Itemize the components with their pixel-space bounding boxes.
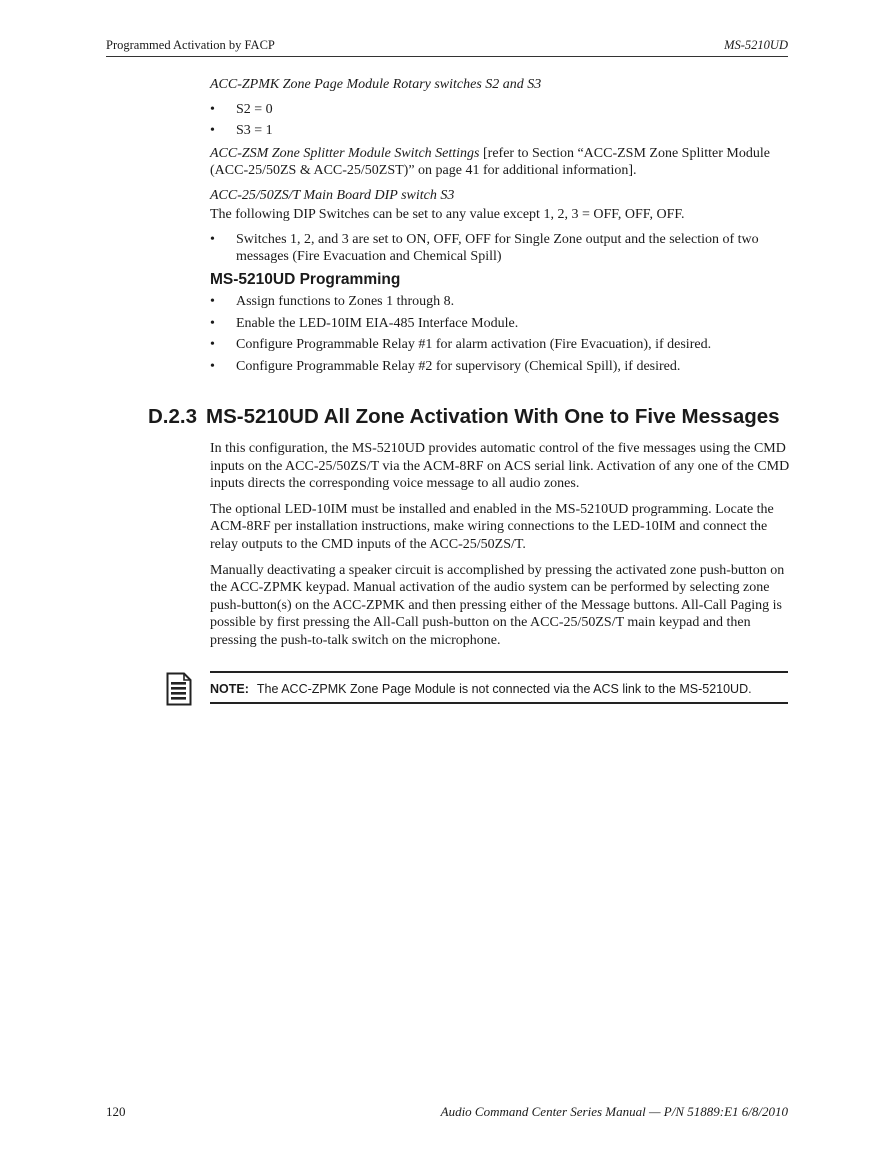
list-item: • S2 = 0	[210, 101, 273, 117]
section-body	[210, 440, 790, 658]
dip-bullets	[210, 231, 790, 266]
note-box	[210, 671, 788, 704]
zpmk-heading: ACC-ZPMK Zone Page Module Rotary switches S2 and S3	[210, 77, 542, 92]
note-text: The ACC-ZPMK Zone Page Module is not connected via the ACS link to the MS-5210UD.	[256, 682, 752, 696]
section-number: D.2.3	[148, 405, 197, 428]
page-number: 120	[106, 1104, 126, 1119]
header-right: MS-5210UD	[724, 38, 788, 52]
section-title	[148, 404, 848, 430]
section-title-text: MS-5210UD All Zone Activation With One to Five Messages	[206, 405, 780, 428]
zpmk-bullets	[210, 101, 790, 140]
footer-doc-info: Audio Command Center Series Manual — P/N 51889:E1 6/8/2010	[440, 1104, 788, 1119]
programming-bullets	[210, 293, 790, 375]
list-item: • Configure Programmable Relay #1 for alarm activation (Fire Evacuation), if desired.	[210, 337, 712, 352]
programming-heading: MS-5210UD Programming	[210, 270, 401, 288]
top-content	[210, 76, 790, 380]
paragraph: In this configuration, the MS-5210UD provides automatic control of the five messages using the CMD inputs on the ACC-25/50ZS/T via the ACM-8RF on ACS serial link. Activation of any one of the CMD inputs directs the corresponding voice message to all audio zones.	[210, 441, 790, 492]
header-left: Programmed Activation by FACP	[106, 38, 275, 52]
paragraph: Manually deactivating a speaker circuit is accomplished by pressing the activated zone push-button on the ACC-ZPMK keypad. Manual activation of the audio system can be performed by selecting zone push-button(s) on the ACC-ZPMK and then pressing either of the Message buttons. All-Call Paging is possible by first pressing the All-Call push-button on the ACC-25/50ZS/T main keypad and then pressing the push-to-talk switch on the microphone.	[210, 562, 785, 648]
paragraph: The optional LED-10IM must be installed and enabled in the MS-5210UD programming. Locate the ACM-8RF per installation instructions, make wiring connections to the LED-10IM and connect the relay outputs to the CMD inputs of the ACC-25/50ZS/T.	[210, 501, 774, 552]
list-item: • S3 = 1	[210, 123, 273, 138]
zsm-heading: ACC-ZSM Zone Splitter Module Switch Settings	[210, 145, 480, 161]
dip-heading: ACC-25/50ZS/T Main Board DIP switch S3	[210, 187, 455, 203]
header-rule	[106, 56, 788, 57]
list-item: • Assign functions to Zones 1 through 8.	[210, 294, 455, 309]
list-item: • Switches 1, 2, and 3 are set to ON, OFF, OFF for Single Zone output and the selection of two messages (Fire Evacuation and Chemical Spill)	[210, 231, 759, 264]
dip-text: The following DIP Switches can be set to any value except 1, 2, 3 = OFF, OFF, OFF.	[210, 207, 685, 222]
list-item: • Configure Programmable Relay #2 for supervisory (Chemical Spill), if desired.	[210, 358, 681, 374]
note-label: NOTE:	[210, 682, 249, 696]
note-document-icon	[166, 672, 192, 706]
zsm-text: [refer to Section “ACC-ZSM Zone Splitter Module (ACC-25/50ZS & ACC-25/50ZST)” on page 41 for additional information].	[210, 145, 770, 178]
zsm-paragraph	[210, 145, 790, 180]
list-item: • Enable the LED-10IM EIA-485 Interface Module.	[210, 315, 519, 331]
